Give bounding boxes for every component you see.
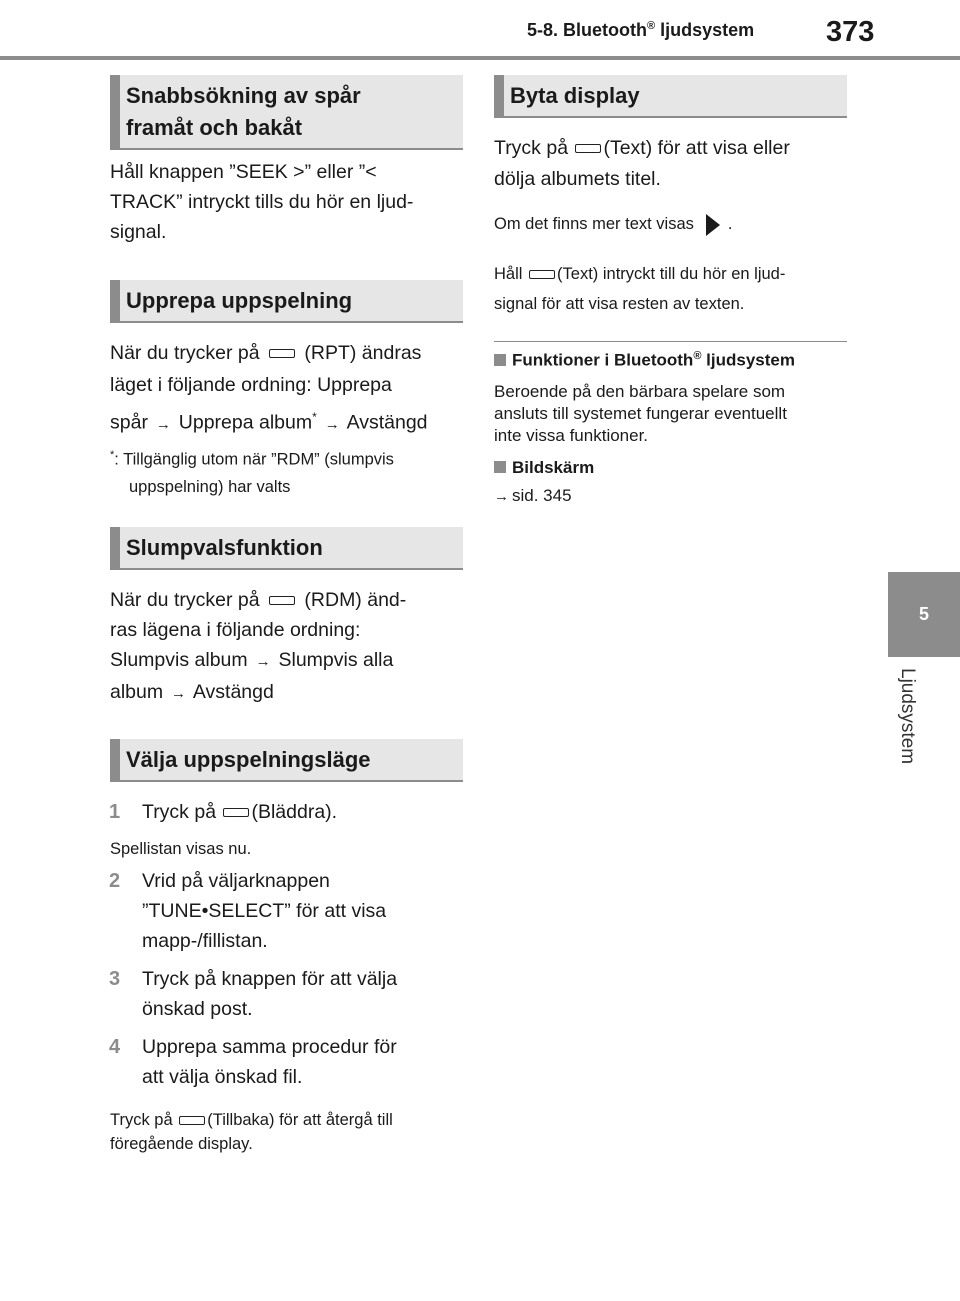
chapter-tab [888,572,960,657]
arrow-right-icon: → [324,415,340,433]
rdm-button-icon [269,596,295,605]
change-display-text: Tryck på (Text) för att visa eller dölja albumets titel. [494,137,790,190]
random-text: När du trycker på (RDM) änd- ras lägena i följande ordning: Slumpvis album → Slumpvis alla album → Avstängd [110,585,480,709]
step-1: 1 Tryck på (Bläddra). [109,801,338,823]
section-divider [494,341,847,342]
square-bullet-icon [494,461,506,473]
text-button-icon [575,144,601,153]
step-3: 3 Tryck på knappen för att välja önskad post. [109,968,398,1020]
heading-quick-search: Snabbsökning av spår framåt och bakåt [110,75,463,150]
arrow-right-icon: → [494,488,509,505]
square-bullet-icon [494,354,506,366]
heading-screen: Bildskärm [494,458,594,478]
heading-change-display: Byta display [494,75,847,118]
step-1-note: Spellistan visas nu. [110,840,252,858]
page-reference-link[interactable]: sid. 345 [512,486,572,505]
page-number: 373 [826,16,875,48]
chapter-label: Ljudsystem [897,668,918,765]
heading-random: Slumpvalsfunktion [110,527,463,570]
rpt-button-icon [269,349,295,358]
text-button-icon [529,270,555,279]
repeat-footnote: *: Tillgänglig utom när ”RDM” (slumpvis uppspelning) har valts [110,449,394,496]
repeat-text: När du trycker på (RPT) ändras läget i följande ordning: Upprepa spår → Upprepa album* → Avstängd [110,337,480,441]
more-text-arrow-icon [706,214,720,236]
hold-text-note: Håll (Text) intryckt till du hör en ljud- signal för att visa resten av texten. [494,265,786,313]
back-button-icon [179,1116,205,1125]
more-text-note: Om det finns mer text visas . [494,212,864,236]
arrow-right-icon: → [155,415,171,433]
header-section-title: 5-8. Bluetooth® ljudsystem [527,20,755,40]
chapter-number: 5 [918,604,929,624]
heading-repeat: Upprepa uppspelning [110,280,463,323]
arrow-right-icon: → [171,685,187,702]
header-divider [0,56,960,60]
step-2: 2 Vrid på väljarknappen ”TUNE•SELECT” för att visa mapp-/fillistan. [109,870,387,952]
heading-bluetooth-functions: Funktioner i Bluetooth® ljudsystem [494,350,795,371]
step-4: 4 Upprepa samma procedur för att välja önskad fil. [109,1036,397,1088]
back-note: Tryck på (Tillbaka) för att återgå till föregående display. [110,1111,393,1153]
quick-search-text: Håll knappen ”SEEK >” eller ”< TRACK” intryckt tills du hör en ljud- signal. [110,161,414,243]
bluetooth-functions-text: Beroende på den bärbara spelare som ansluts till systemet fungerar eventuellt inte vissa funktioner. [494,382,787,445]
screen-reference [494,486,572,506]
heading-play-mode: Välja uppspelningsläge [110,739,463,782]
arrow-right-icon: → [255,653,271,670]
browse-button-icon [223,808,249,817]
